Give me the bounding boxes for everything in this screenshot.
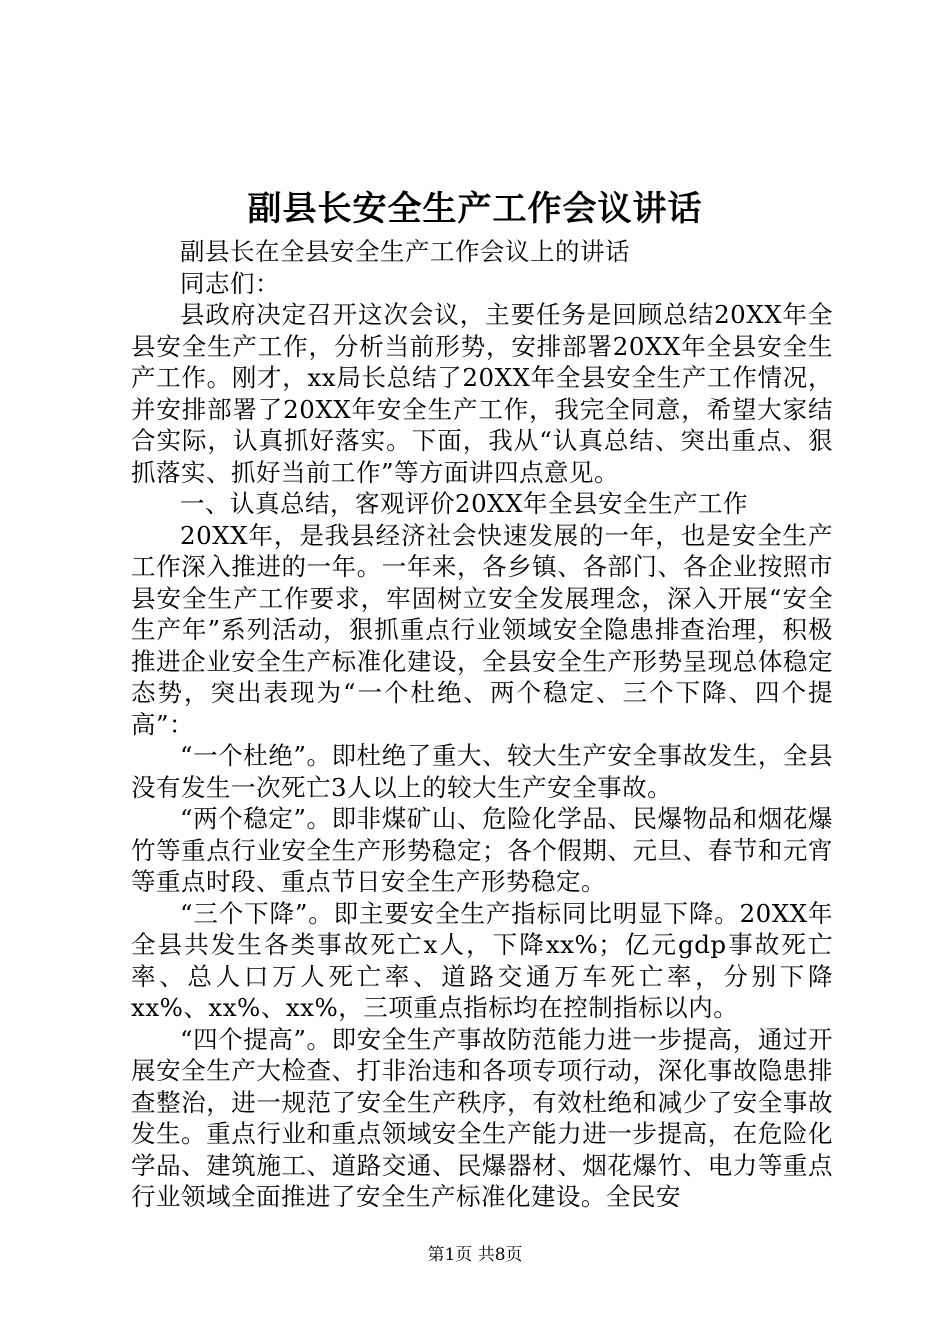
page-title: 副县长安全生产工作会议讲话	[247, 189, 703, 229]
body-paragraph: “两个稳定”。即非煤矿山、危险化学品、民爆物品和烟花爆竹等重点行业安全生产形势稳定；各个假期、元旦、春节和元宵等重点时段、重点节日安全生产形势稳定。	[131, 804, 833, 896]
body-paragraph: 20XX年，是我县经济社会快速发展的一年，也是安全生产工作深入推进的一年。一年来，各乡镇、各部门、各企业按照市县安全生产工作要求，牢固树立安全发展理念，深入开展“安全生产年”系列活动，狠抓重点行业领域安全隐患排查治理，积极推进企业安全生产标准化建设，全县安全生产形势呈现总体稳定态势，突出表现为“一个杜绝、两个稳定、三个下降、四个提高”：	[131, 520, 833, 739]
body-paragraph: “三个下降”。即主要安全生产指标同比明显下降。20XX年全县共发生各类事故死亡x人，下降xx%；亿元gdp事故死亡率、总人口万人死亡率、道路交通万车死亡率，分别下降xx%、xx%、xx%，三项重点指标均在控制指标以内。	[131, 898, 833, 1022]
document-body	[131, 236, 833, 1213]
section-heading: 一、认真总结，客观评价20XX年全县安全生产工作	[180, 489, 749, 518]
salutation-paragraph: 同志们：	[180, 268, 280, 298]
body-paragraph: “一个杜绝”。即杜绝了重大、较大生产安全事故发生，全县没有发生一次死亡3人以上的较大生产安全事故。	[131, 741, 833, 802]
intro-paragraph: 县政府决定召开这次会议，主要任务是回顾总结20XX年全县安全生产工作，分析当前形势，安排部署20XX年全县安全生产工作。刚才，xx局长总结了20XX年全县安全生产工作情况，并安排部署了20XX年安全生产工作，我完全同意，希望大家结合实际，认真抓好落实。下面，我从“认真总结、突出重点、狠抓落实、抓好当前工作”等方面讲四点意见。	[131, 300, 833, 487]
page-number: 第1页 共8页	[427, 1245, 523, 1265]
body-paragraph: “四个提高”。即安全生产事故防范能力进一步提高，通过开展安全生产大检查、打非治违和各项专项行动，深化事故隐患排查整治，进一规范了安全生产秩序，有效杜绝和减少了安全事故发生。重点行业和重点领域安全生产能力进一步提高，在危险化学品、建筑施工、道路交通、民爆器材、烟花爆竹、电力等重点行业领域全面推进了安全生产标准化建设。全民安	[131, 1024, 833, 1211]
subtitle-paragraph: 副县长在全县安全生产工作会议上的讲话	[180, 237, 630, 266]
